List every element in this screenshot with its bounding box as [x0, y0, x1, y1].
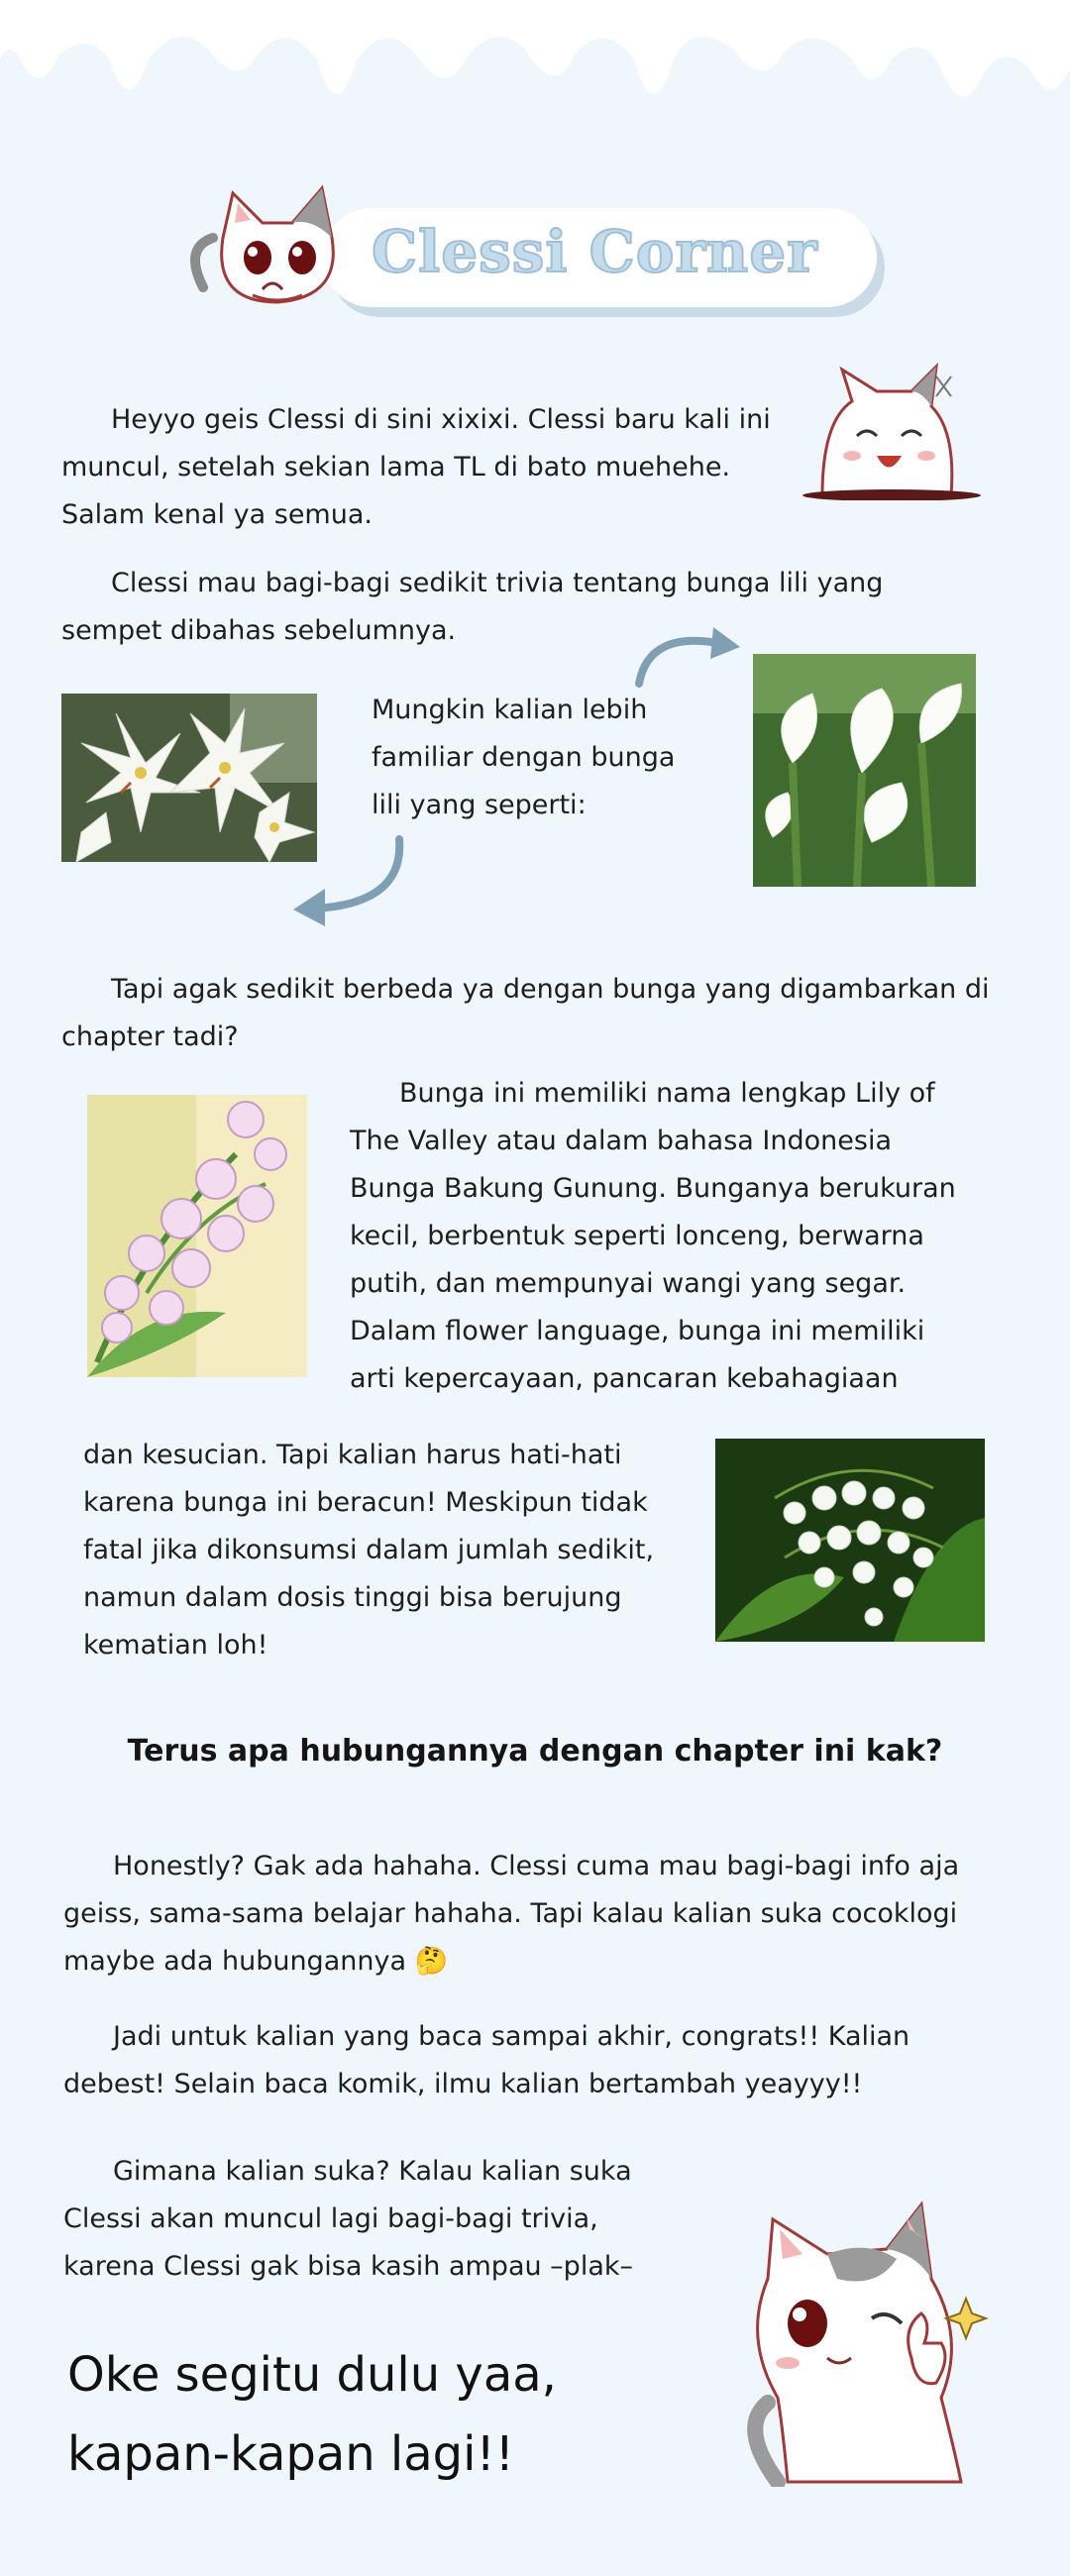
arrow-up-right-icon: [629, 619, 748, 689]
cat-mascot-peeking-icon: [183, 178, 352, 317]
familiar-text: Mungkin kalian lebih familiar dengan bunga lili yang seperti:: [372, 695, 676, 820]
page-title: Clessi Corner: [372, 218, 818, 285]
calla-lily-photo: [753, 654, 976, 887]
intro-greeting: Heyyo geis Clessi di sini xixixi. Clessi baru kali ini muncul, setelah sekian lama TL di bato muehehe. Salam kenal ya semua.: [61, 404, 771, 530]
answer-congrats: Jadi untuk kalian yang baca sampai akhir, congrats!! Kalian debest! Selain baca komik, ilmu kalian bertambah yeayyy!!: [63, 2021, 910, 2099]
answer-honest: Honestly? Gak ada hahaha. Clessi cuma mau bagi-bagi info aja geiss, sama-sama belajar hahaha. Tapi kalau kalian suka cocoklogi maybe ada hubungannya 🤔: [63, 1851, 960, 1977]
intro-trivia: Clessi mau bagi-bagi sedikit trivia tentang bunga lili yang sempet dibahas sebelumnya.: [61, 568, 884, 646]
lily-of-the-valley-photo: [715, 1439, 985, 1642]
description-part1: Bunga ini memiliki nama lengkap Lily of The Valley atau dalam bahasa Indonesia Bunga Bakung Gunung. Bunganya berukuran kecil, berbentuk seperti lonceng, berwarna putih, dan mempunyai wangi yang segar. Dalam flower language, bunga ini memiliki arti kepercayaan, pancaran kebahagiaan: [350, 1078, 956, 1394]
answer-closing: Gimana kalian suka? Kalau kalian suka Clessi akan muncul lagi bagi-bagi trivia, karena Clessi gak bisa kasih ampau –plak–: [63, 2156, 634, 2282]
cat-mascot-waving-icon: [802, 362, 981, 500]
arrow-down-left-icon: [285, 834, 414, 928]
header-banner: [183, 178, 897, 327]
description-part2: dan kesucian. Tapi kalian harus hati-hati karena bunga ini beracun! Meskipun tidak fatal jika dikonsumsi dalam jumlah sedikit, namun dalam dosis tinggi bisa berujung kematian loh!: [83, 1440, 655, 1661]
different-text: Tapi agak sedikit berbeda ya dengan bunga yang digambarkan di chapter tadi?: [61, 974, 990, 1052]
cat-mascot-thumbs-up-icon: [728, 2200, 1006, 2487]
white-lily-photo: [61, 694, 317, 862]
lily-of-the-valley-illustration: [87, 1095, 307, 1377]
farewell-line-1: Oke segitu dulu yaa,: [67, 2347, 557, 2403]
farewell-line-2: kapan-kapan lagi!!: [67, 2426, 514, 2482]
drip-decoration: [0, 0, 1070, 139]
question-heading: Terus apa hubungannya dengan chapter ini kak?: [127, 1734, 943, 1769]
